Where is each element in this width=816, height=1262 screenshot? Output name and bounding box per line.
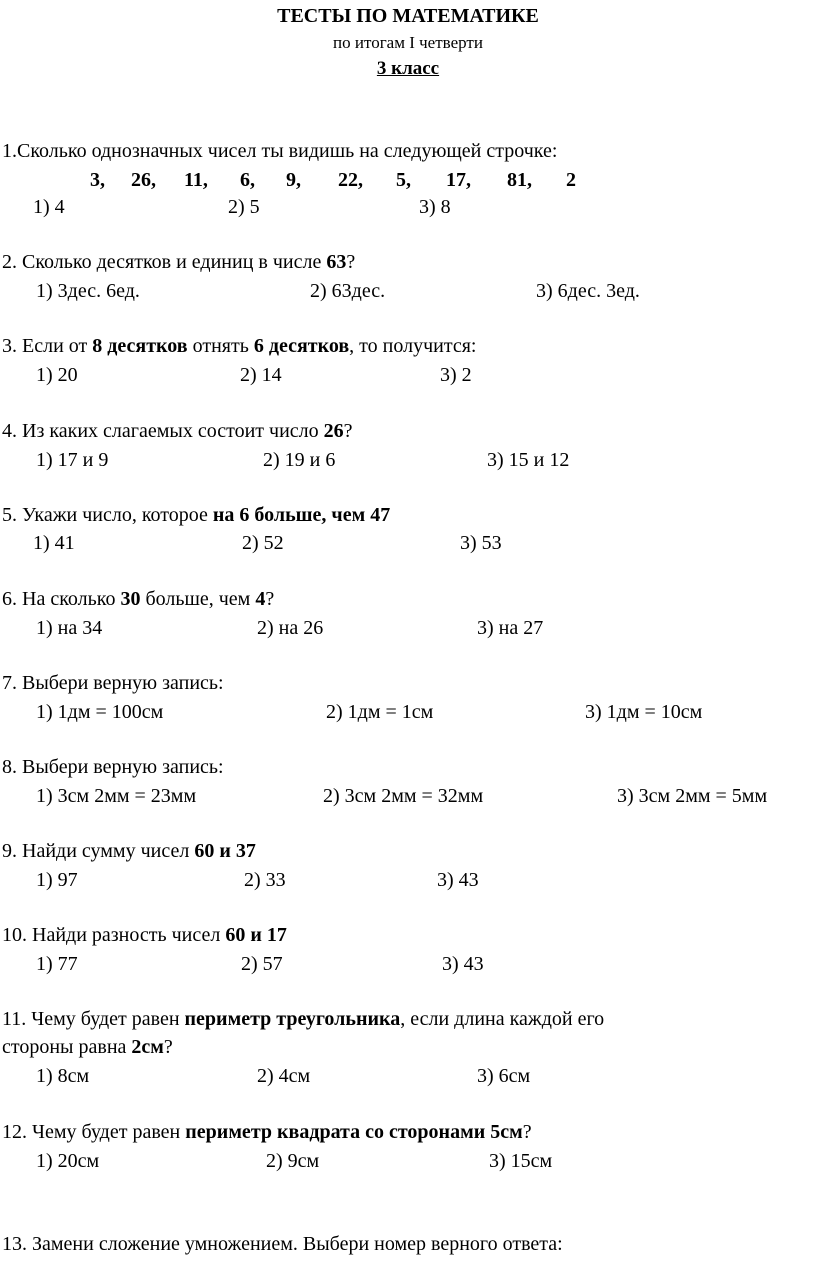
question-fragment: отнять <box>187 335 254 357</box>
answer-option-2: 2) 9см <box>266 1150 320 1172</box>
question-fragment: 4. Из каких слагаемых состоит число <box>2 420 324 442</box>
answer-option-3: 3) 43 <box>442 953 484 975</box>
answer-option-2: 2) 52 <box>242 532 284 554</box>
question-fragment: 1.Сколько однозначных чисел ты видишь на следующей строчке: <box>2 140 558 162</box>
answer-option-1: 1) 77 <box>36 953 78 975</box>
question-emphasis: на 6 больше, чем 47 <box>212 504 391 526</box>
grade-label: 3 класс <box>376 58 440 79</box>
question-fragment: больше, чем <box>140 588 256 610</box>
answer-option-1: 1) 3дес. 6ед. <box>36 280 140 302</box>
question-text <box>2 1122 532 1142</box>
page-subtitle: по итогам I четверти <box>333 33 483 52</box>
answer-option-2: 2) 4см <box>257 1065 311 1087</box>
number-item: 17, <box>446 169 471 191</box>
question-text <box>2 1009 604 1029</box>
question-fragment: ? <box>346 251 356 273</box>
question-text <box>2 505 390 525</box>
answer-option-1: 1) 20см <box>36 1150 100 1172</box>
answer-option-3: 3) 2 <box>440 364 472 386</box>
question-fragment: стороны равна <box>2 1036 132 1058</box>
question-fragment: 6. На сколько <box>2 588 121 610</box>
answer-option-2: 2) на 26 <box>257 617 324 639</box>
question-fragment: ? <box>522 1121 532 1143</box>
question-fragment: 13. Замени сложение умножением. Выбери номер верного ответа: <box>2 1233 563 1255</box>
answer-option-1: 1) 4 <box>33 196 65 218</box>
question-fragment: 12. Чему будет равен <box>2 1121 186 1143</box>
question-text <box>2 673 224 693</box>
question-fragment: 7. Выбери верную запись: <box>2 672 224 694</box>
answer-option-2: 2) 33 <box>244 869 286 891</box>
page-title: ТЕСТЫ ПО МАТЕМАТИКЕ <box>277 5 539 27</box>
question-emphasis: 8 десятков <box>92 335 188 357</box>
question-text <box>2 421 353 441</box>
question-fragment: ? <box>343 420 353 442</box>
question-text <box>2 336 476 356</box>
answer-option-2: 2) 5 <box>228 196 260 218</box>
answer-option-1: 1) 20 <box>36 364 78 386</box>
answer-option-2: 2) 1дм = 1см <box>326 701 434 723</box>
question-text <box>2 589 274 609</box>
answer-option-1: 1) 1дм = 100см <box>36 701 164 723</box>
number-item: 26, <box>131 169 156 191</box>
answer-option-3: 3) 8 <box>419 196 451 218</box>
question-fragment: ? <box>163 1036 173 1058</box>
question-text <box>2 757 224 777</box>
number-item: 22, <box>338 169 363 191</box>
number-item: 2 <box>566 169 576 191</box>
answer-option-3: 3) 6дес. 3ед. <box>536 280 640 302</box>
answer-option-3: 3) 3см 2мм = 5мм <box>617 785 768 807</box>
answer-option-1: 1) 3см 2мм = 23мм <box>36 785 197 807</box>
question-fragment: 9. Найди сумму чисел <box>2 840 195 862</box>
question-fragment: 3. Если от <box>2 335 93 357</box>
question-fragment: 8. Выбери верную запись: <box>2 756 224 778</box>
question-text <box>2 925 287 945</box>
question-emphasis: 63 <box>326 251 347 273</box>
question-emphasis: 30 <box>120 588 141 610</box>
question-text <box>2 252 355 272</box>
answer-option-1: 1) 97 <box>36 869 78 891</box>
number-item: 3, <box>90 169 105 191</box>
number-item: 9, <box>286 169 301 191</box>
number-item: 11, <box>184 169 208 191</box>
question-emphasis: 6 десятков <box>253 335 350 357</box>
question-emphasis: 60 и 37 <box>194 840 256 862</box>
question-fragment: 11. Чему будет равен <box>2 1008 185 1030</box>
question-emphasis: периметр квадрата со сторонами 5см <box>185 1121 523 1143</box>
question-text <box>2 141 557 161</box>
answer-option-2: 2) 63дес. <box>310 280 386 302</box>
question-fragment: 10. Найди разность чисел <box>2 924 226 946</box>
question-emphasis: 4 <box>255 588 266 610</box>
question-emphasis: 26 <box>323 420 344 442</box>
answer-option-3: 3) 15 и 12 <box>487 449 570 471</box>
answer-option-2: 2) 14 <box>240 364 282 386</box>
question-emphasis: периметр треугольника <box>184 1008 401 1030</box>
answer-option-1: 1) на 34 <box>36 617 103 639</box>
question-text <box>2 841 256 861</box>
answer-option-3: 3) 6см <box>477 1065 531 1087</box>
question-text <box>2 1234 563 1254</box>
question-fragment: , то получится: <box>349 335 477 357</box>
number-item: 81, <box>507 169 532 191</box>
question-emphasis: 2см <box>131 1036 164 1058</box>
question-fragment: ? <box>265 588 275 610</box>
answer-option-1: 1) 41 <box>33 532 75 554</box>
answer-option-2: 2) 19 и 6 <box>263 449 336 471</box>
answer-option-2: 2) 57 <box>241 953 283 975</box>
answer-option-1: 1) 8см <box>36 1065 90 1087</box>
answer-option-2: 2) 3см 2мм = 32мм <box>323 785 484 807</box>
answer-option-3: 3) 53 <box>460 532 502 554</box>
question-fragment: 5. Укажи число, которое <box>2 504 213 526</box>
question-fragment: , если длина каждой его <box>400 1008 605 1030</box>
number-item: 5, <box>396 169 411 191</box>
answer-option-1: 1) 17 и 9 <box>36 449 109 471</box>
answer-option-3: 3) 15см <box>489 1150 553 1172</box>
question-emphasis: 60 и 17 <box>225 924 287 946</box>
answer-option-3: 3) 43 <box>437 869 479 891</box>
answer-option-3: 3) на 27 <box>477 617 544 639</box>
number-item: 6, <box>240 169 255 191</box>
question-text <box>2 1037 173 1057</box>
question-fragment: 2. Сколько десятков и единиц в числе <box>2 251 327 273</box>
answer-option-3: 3) 1дм = 10см <box>585 701 703 723</box>
